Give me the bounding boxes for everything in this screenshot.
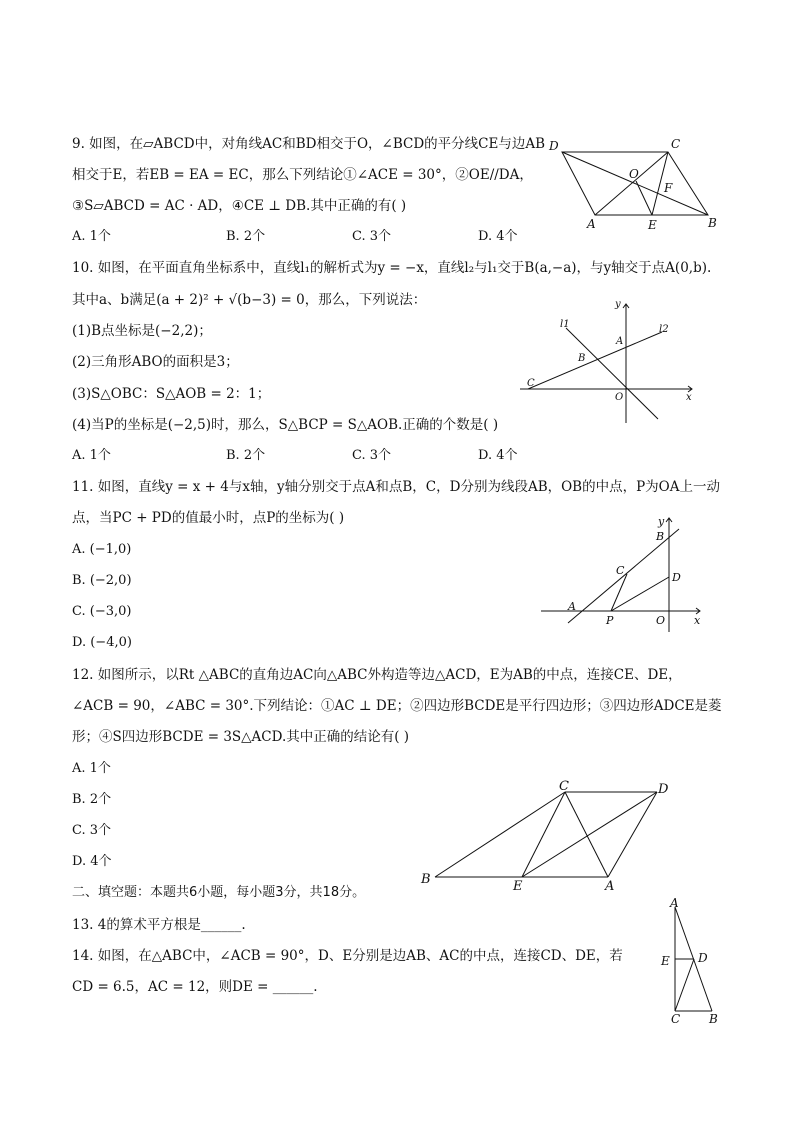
q9-line-2: 相交于E，若EB = EA = EC，那么下列结论①∠ACE = 30°，②OE//DA， <box>72 167 533 183</box>
q9-diagonal-ac <box>595 152 668 215</box>
q10-line-3: (1)B点坐标是(−2,2)； <box>72 323 212 339</box>
q10-option-b[interactable]: B. 2个 <box>226 448 266 463</box>
q10-label-l1: l1 <box>560 319 570 330</box>
q11-line-1: 11. 如图，直线y = x + 4与x轴，y轴分别交于点A和点B，C，D分别为线段AB，OB的中点，P为OA上一动 <box>72 479 720 495</box>
q12-option-a[interactable]: A. 1个 <box>72 761 111 776</box>
q11-option-d[interactable]: D. (−4,0) <box>72 635 132 650</box>
q10-line-2: 其中a、b满足(a + 2)² + √(b−3) = 0，那么，下列说法： <box>72 292 427 308</box>
q14-line-1: 14. 如图，在△ABC中，∠ACB = 90°，D、E分别是边AB、AC的中点，连接CD、DE，若 <box>72 948 623 964</box>
q9-diagonal-bd <box>562 152 708 215</box>
q12-label-e: E <box>513 879 523 894</box>
q12-triangle-figure <box>415 775 677 895</box>
q12-option-c[interactable]: C. 3个 <box>72 823 112 838</box>
q9-option-d[interactable]: D. 4个 <box>478 229 518 244</box>
q11-option-a[interactable]: A. (−1,0) <box>72 542 132 557</box>
q11-label-d: D <box>672 571 681 584</box>
q9-label-o: O <box>629 167 639 181</box>
q11-label-b: B <box>656 530 665 543</box>
q10-line-l2 <box>528 332 662 389</box>
q12-label-b: B <box>421 872 431 887</box>
q14-label-c: C <box>671 1012 681 1026</box>
q14-label-a: A <box>670 896 679 910</box>
q10-label-c: C <box>527 378 535 389</box>
q9-label-d: D <box>549 139 559 153</box>
q14-label-e: E <box>661 954 670 968</box>
q11-coordinate-figure <box>538 512 708 637</box>
q10-label-o: O <box>615 392 624 403</box>
q10-line-4: (2)三角形ABO的面积是3； <box>72 354 239 370</box>
q12-label-d: D <box>658 782 669 797</box>
q11-line-2: 点，当PC + PD的值最小时，点P的坐标为( ) <box>72 510 345 526</box>
q11-label-y: y <box>658 515 665 528</box>
q11-option-b[interactable]: B. (−2,0) <box>72 573 132 588</box>
q10-label-y: y <box>615 299 621 310</box>
q10-line-l1 <box>566 328 658 419</box>
q9-label-f: F <box>664 181 673 195</box>
q10-option-d[interactable]: D. 4个 <box>478 448 518 463</box>
q9-segment-oe <box>636 181 652 215</box>
q10-line-1: 10. 如图，在平面直角坐标系中，直线l₁的解析式为y = −x，直线l₂与l₁交于B(a,−a)，与y轴交于点A(0,b). <box>72 260 712 276</box>
q12-segment-da <box>608 792 657 877</box>
q10-coordinate-figure <box>520 298 700 426</box>
q9-option-c[interactable]: C. 3个 <box>352 229 392 244</box>
q13-text: 13. 4的算术平方根是______. <box>72 917 246 933</box>
section-heading-fill-in: 二、填空题：本题共6小题，每小题3分，共18分。 <box>72 885 366 900</box>
q14-segment-cd <box>675 959 694 1011</box>
q10-option-c[interactable]: C. 3个 <box>352 448 392 463</box>
q14-label-b: B <box>709 1012 718 1026</box>
q11-label-a: A <box>568 600 576 613</box>
q9-option-a[interactable]: A. 1个 <box>72 229 111 244</box>
q9-line-1: 9. 如图，在▱ABCD中，对角线AC和BD相交于O，∠BCD的平分线CE与边AB <box>72 136 546 152</box>
q10-line-6: (4)当P的坐标是(−2,5)时，那么，S△BCP = S△AOB.正确的个数是( ) <box>72 417 499 433</box>
q12-label-a: A <box>605 879 615 894</box>
q11-label-p: P <box>606 614 614 627</box>
q12-segment-ce <box>522 792 565 877</box>
q12-segment-bc <box>435 792 565 877</box>
q9-parallelogram-figure <box>540 130 730 235</box>
q10-option-a[interactable]: A. 1个 <box>72 448 111 463</box>
q14-line-2: CD = 6.5，AC = 12，则DE = ______. <box>72 979 318 995</box>
q12-option-d[interactable]: D. 4个 <box>72 854 112 869</box>
q11-segment-pd <box>611 577 669 611</box>
q10-label-x: x <box>686 392 692 403</box>
q14-triangle-figure <box>655 895 725 1030</box>
q10-label-a: A <box>616 336 624 347</box>
q9-option-b[interactable]: B. 2个 <box>226 229 266 244</box>
q11-label-o: O <box>656 614 666 627</box>
q10-line-5: (3)S△OBC：S△AOB = 2：1； <box>72 386 271 402</box>
q12-option-b[interactable]: B. 2个 <box>72 792 112 807</box>
q11-label-x: x <box>694 614 701 627</box>
q11-label-c: C <box>616 564 625 577</box>
q9-line-3: ③S▱ABCD = AC · AD，④CE ⊥ DB.其中正确的有( ) <box>72 198 407 214</box>
q9-label-e: E <box>648 218 657 232</box>
q12-segment-ca <box>565 792 608 877</box>
q9-label-b: B <box>708 216 717 230</box>
q9-label-a: A <box>587 217 596 231</box>
q12-line-2: ∠ACB = 90，∠ABC = 30°.下列结论：①AC ⊥ DE；②四边形BCDE是平行四边形；③四边形ADCE是菱 <box>72 698 722 714</box>
q10-label-l2: l2 <box>659 324 669 335</box>
q9-label-c: C <box>671 137 681 151</box>
q12-label-c: C <box>559 779 569 794</box>
q10-label-b: B <box>578 353 586 364</box>
q12-segment-ed <box>522 792 657 877</box>
q11-option-c[interactable]: C. (−3,0) <box>72 604 132 619</box>
q12-line-1: 12. 如图所示，以Rt △ABC的直角边AC向△ABC外构造等边△ACD，E为AB的中点，连接CE、DE， <box>72 667 682 683</box>
q12-line-3: 形；④S四边形BCDE = 3S△ACD.其中正确的结论有( ) <box>72 729 410 745</box>
q14-label-d: D <box>698 951 708 965</box>
